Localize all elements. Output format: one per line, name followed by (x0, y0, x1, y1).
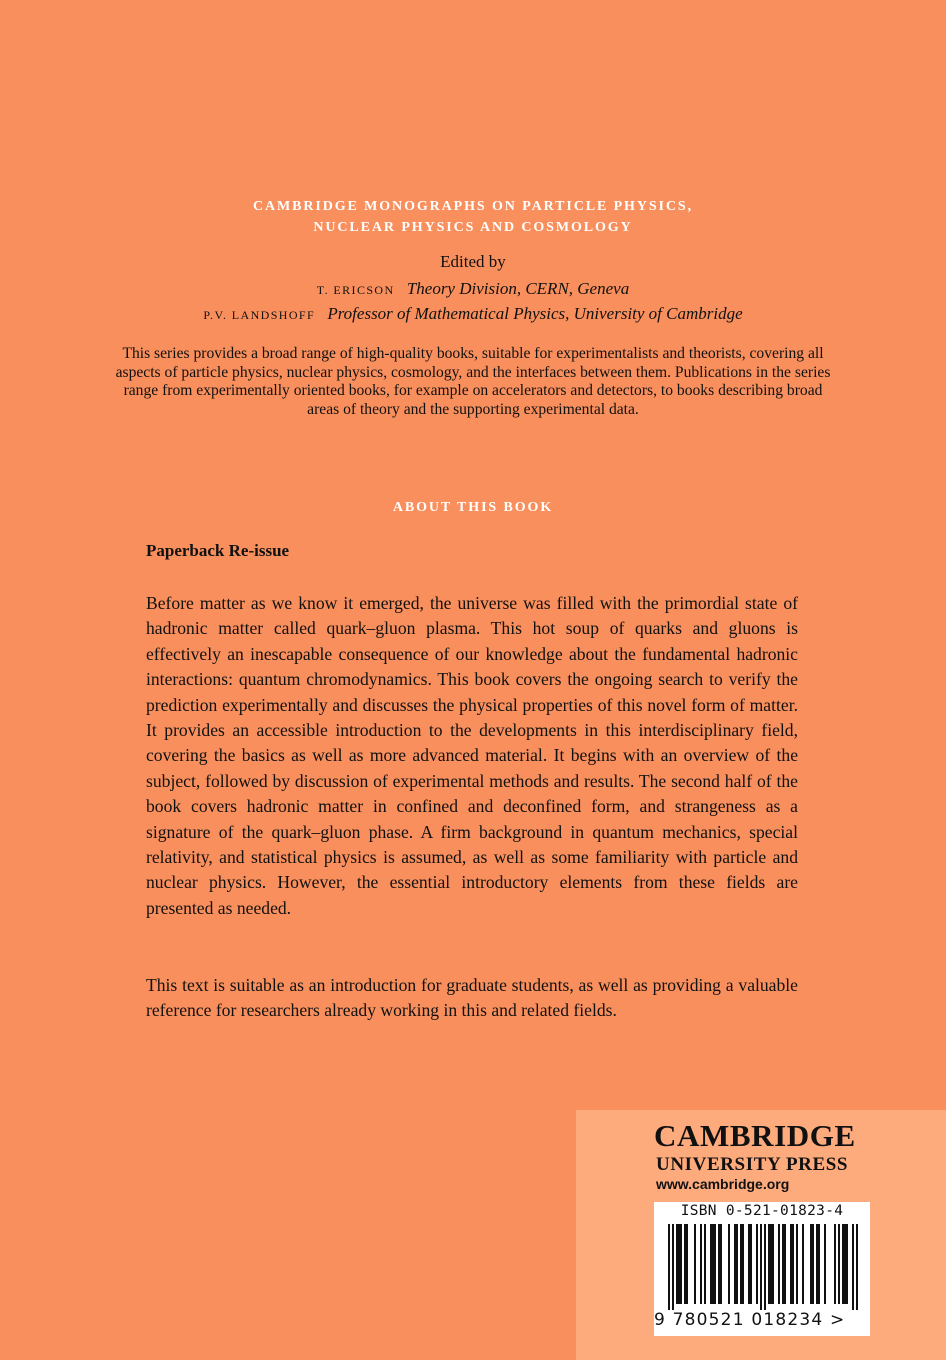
barcode-bars-icon (654, 1224, 870, 1310)
barcode-bar (668, 1224, 670, 1310)
barcode-bar (720, 1224, 722, 1304)
barcode-bar (676, 1224, 678, 1304)
barcode-bar (816, 1224, 818, 1304)
barcode-bar (704, 1224, 706, 1304)
editor-affiliation: Theory Division, CERN, Geneva (406, 279, 630, 298)
barcode-bar (760, 1224, 762, 1310)
series-title-line-1: CAMBRIDGE MONOGRAPHS ON PARTICLE PHYSICS, (252, 199, 693, 214)
barcode-bar (742, 1224, 744, 1304)
editor-row (0, 303, 946, 326)
barcode-bar (778, 1224, 780, 1304)
edition-note: Paperback Re-issue (146, 541, 290, 560)
barcode-bar (712, 1224, 714, 1304)
book-description-paragraph: This text is suitable as an introduction for graduate students, as well as providing a valuable reference for researchers already working in this and related fields. (146, 975, 798, 1021)
barcode-bar (770, 1224, 772, 1304)
barcode-bar (792, 1224, 794, 1304)
edited-by-label: Edited by (440, 252, 506, 271)
barcode-bar (684, 1224, 686, 1304)
barcode-bar (784, 1224, 786, 1304)
barcode-bar (802, 1224, 804, 1304)
barcode-bar (844, 1224, 846, 1304)
barcode-bar (700, 1224, 702, 1304)
ean-text: 9 780521 018234 > (654, 1310, 846, 1330)
series-title (0, 196, 946, 238)
barcode-bar (790, 1224, 792, 1304)
barcode-bar (834, 1224, 836, 1304)
barcode-bar (782, 1224, 784, 1304)
barcode-bar (824, 1224, 826, 1304)
book-description-paragraph: Before matter as we know it emerged, the universe was filled with the primordial state of hadronic matter called quark–gluon plasma. This hot soup of quarks and gluons is effectively an inescapable consequence of our knowledge about the fundamental hadronic interactions: quantum chromodynamics. This book covers the ongoing search to verify the prediction experimentally and discusses the physical properties of this novel form of matter. It provides an accessible introduction to the developments in this interdisciplinary field, covering the basics as well as more advanced material. It begins with an overview of the subject, followed by discussion of experimental methods and results. The second half of the book covers hadronic matter in confined and deconfined form, and strangeness as a signature of the quark–gluon phase. A firm background in quantum mechanics, special relativity, and statistical physics is assumed, as well as some familiarity with particle and nuclear physics. However, the essential introductory elements from these fields are presented as needed. (146, 593, 798, 918)
barcode-bar (772, 1224, 774, 1304)
editor-row (0, 278, 946, 301)
barcode-bar (846, 1224, 848, 1304)
barcode-bar (810, 1224, 812, 1304)
editor-name: T. ERICSON (316, 283, 395, 297)
barcode-bar (686, 1224, 688, 1304)
barcode-bar (710, 1224, 712, 1304)
publisher-logo-name: CAMBRIDGE (654, 1118, 856, 1153)
barcode-bar (818, 1224, 820, 1304)
barcode (654, 1202, 870, 1336)
barcode-bar (718, 1224, 720, 1304)
barcode-bar (856, 1224, 858, 1310)
barcode-bar (728, 1224, 730, 1304)
barcode-bar (672, 1224, 674, 1310)
publisher-box (576, 1110, 946, 1360)
publisher-logo-subname: UNIVERSITY PRESS (656, 1154, 849, 1175)
barcode-bar (764, 1224, 766, 1310)
barcode-bar (748, 1224, 750, 1304)
barcode-bar (714, 1224, 716, 1304)
barcode-bar (796, 1224, 798, 1304)
barcode-bar (756, 1224, 758, 1304)
about-heading: ABOUT THIS BOOK (392, 500, 554, 515)
barcode-bar (736, 1224, 738, 1304)
isbn-text: ISBN 0-521-01823-4 (680, 1203, 844, 1219)
barcode-bar (680, 1224, 682, 1304)
barcode-bar (678, 1224, 680, 1304)
barcode-bar (734, 1224, 736, 1304)
editor-affiliation: Professor of Mathematical Physics, University of Cambridge (327, 304, 743, 323)
barcode-bar (768, 1224, 770, 1304)
barcode-bar (838, 1224, 840, 1304)
series-title-line-2: NUCLEAR PHYSICS AND COSMOLOGY (313, 220, 633, 235)
barcode-bar (842, 1224, 844, 1304)
editor-name: P.V. LANDSHOFF (203, 308, 316, 322)
barcode-bar (750, 1224, 752, 1304)
series-description: This series provides a broad range of high-quality books, suitable for experimentalists and theorists, covering all aspects of particle physics, nuclear physics, cosmology, and the interfaces between them. Publications in the series range from experimentally oriented books, for example on accelerators and detectors, to books describing broad areas of theory and the supporting experimental data. (115, 345, 831, 418)
barcode-bar (694, 1224, 696, 1304)
barcode-bar (812, 1224, 814, 1304)
barcode-bar (740, 1224, 742, 1304)
publisher-url: www.cambridge.org (656, 1176, 790, 1192)
barcode-bar (852, 1224, 854, 1310)
